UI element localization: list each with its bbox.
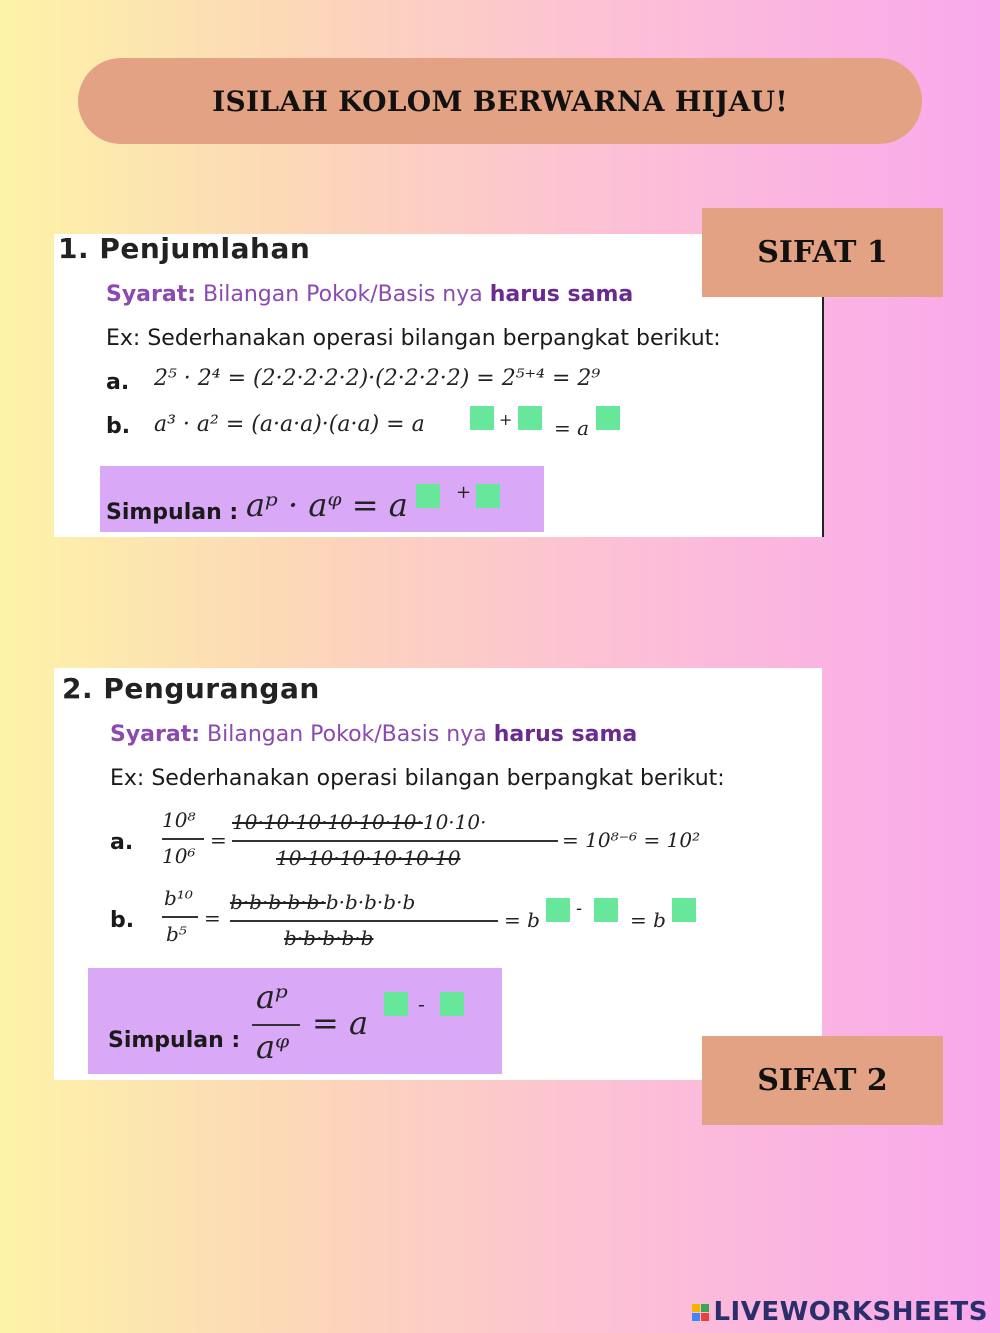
- item-b-expanded-numerator: [230, 890, 415, 914]
- item-b-label: b.: [110, 908, 135, 933]
- item-a-expanded-numerator: [232, 810, 486, 834]
- item-a-expanded-denominator: 10·10·10·10·10·10: [276, 846, 461, 870]
- simpulan-denominator: aᵠ: [256, 1028, 290, 1066]
- brand-name: LIVEWORKSHEETS: [713, 1297, 988, 1327]
- syarat-label: Syarat:: [106, 282, 197, 307]
- minus-sign: -: [576, 898, 583, 919]
- equals-sign: =: [210, 828, 227, 852]
- section-heading: 2. Pengurangan: [62, 672, 320, 705]
- item-a-label: a.: [110, 830, 134, 855]
- section-heading: 1. Penjumlahan: [58, 232, 311, 265]
- example-instruction: Ex: Sederhanakan operasi bilangan berpangkat berikut:: [110, 766, 725, 791]
- simpulan-label: Simpulan :: [106, 500, 239, 525]
- item-a-denominator: 10⁶: [162, 844, 196, 868]
- fraction-bar: [230, 920, 498, 922]
- liveworksheets-footer: [692, 1297, 988, 1327]
- fraction-bar: [162, 838, 204, 840]
- equals-b-result: = b: [630, 908, 666, 932]
- answer-box-b-exp1[interactable]: [546, 898, 570, 922]
- answer-box-simpulan-2[interactable]: [440, 992, 464, 1016]
- simpulan-box: [100, 466, 544, 532]
- fraction-bar: [232, 840, 558, 842]
- example-instruction: Ex: Sederhanakan operasi bilangan berpangkat berikut:: [106, 326, 721, 351]
- item-b-expression: a³ · a² = (a·a·a)·(a·a) = a: [154, 412, 425, 437]
- item-a-label: a.: [106, 370, 130, 395]
- struck-factors: 10·10·10·10·10·10·: [232, 810, 423, 834]
- remaining-factors: b·b·b·b·b: [325, 890, 416, 914]
- answer-box-b-result[interactable]: [672, 898, 696, 922]
- item-a-numerator: 10⁸: [162, 808, 196, 832]
- struck-factors: b·b·b·b·b·: [230, 890, 326, 914]
- equals-a: = a: [554, 416, 590, 440]
- item-a-expression: 2⁵ · 2⁴ = (2·2·2·2·2)·(2·2·2·2) = 2⁵⁺⁴ = 2⁹: [154, 366, 601, 391]
- simpulan-box: [88, 968, 502, 1074]
- syarat-text: Bilangan Pokok/Basis nya: [207, 722, 487, 747]
- page-title: ISILAH KOLOM BERWARNA HIJAU!: [212, 84, 788, 118]
- fraction-bar: [252, 1024, 300, 1026]
- sifat-1-label: SIFAT 1: [702, 208, 943, 297]
- simpulan-numerator: aᵖ: [256, 978, 288, 1016]
- liveworksheets-logo-icon: [692, 1304, 709, 1321]
- syarat-line: [110, 722, 637, 747]
- item-b-expanded-denominator: b·b·b·b·b: [284, 926, 374, 950]
- item-b-numerator: b¹⁰: [164, 886, 193, 910]
- syarat-bold: harus sama: [489, 282, 634, 307]
- simpulan-label: Simpulan :: [108, 1028, 241, 1053]
- plus-sign: +: [456, 482, 472, 503]
- item-b-denominator: b⁵: [166, 922, 187, 946]
- answer-box-simpulan-2[interactable]: [476, 484, 500, 508]
- simpulan-result: = a: [312, 1004, 369, 1042]
- answer-box-simpulan-1[interactable]: [416, 484, 440, 508]
- syarat-text: Bilangan Pokok/Basis nya: [203, 282, 483, 307]
- equals-sign: =: [204, 906, 221, 930]
- sifat-2-label: SIFAT 2: [702, 1036, 943, 1125]
- answer-box-simpulan-1[interactable]: [384, 992, 408, 1016]
- answer-box-b-exp1[interactable]: [470, 406, 494, 430]
- item-a-result: = 10⁸⁻⁶ = 10²: [562, 828, 701, 852]
- simpulan-expression: aᵖ · aᵠ = a: [246, 486, 408, 524]
- pengurangan-panel: [54, 668, 822, 1080]
- plus-sign: +: [499, 410, 513, 429]
- equals-b: = b: [504, 908, 540, 932]
- syarat-bold: harus sama: [493, 722, 638, 747]
- remaining-factors: 10·10·: [422, 810, 487, 834]
- minus-sign: -: [418, 992, 425, 1016]
- answer-box-b-exp2[interactable]: [594, 898, 618, 922]
- answer-box-b-result[interactable]: [596, 406, 620, 430]
- syarat-line: [106, 282, 633, 307]
- item-b-label: b.: [106, 414, 131, 439]
- syarat-label: Syarat:: [110, 722, 201, 747]
- fraction-bar: [162, 916, 198, 918]
- title-banner: [78, 58, 922, 144]
- answer-box-b-exp2[interactable]: [518, 406, 542, 430]
